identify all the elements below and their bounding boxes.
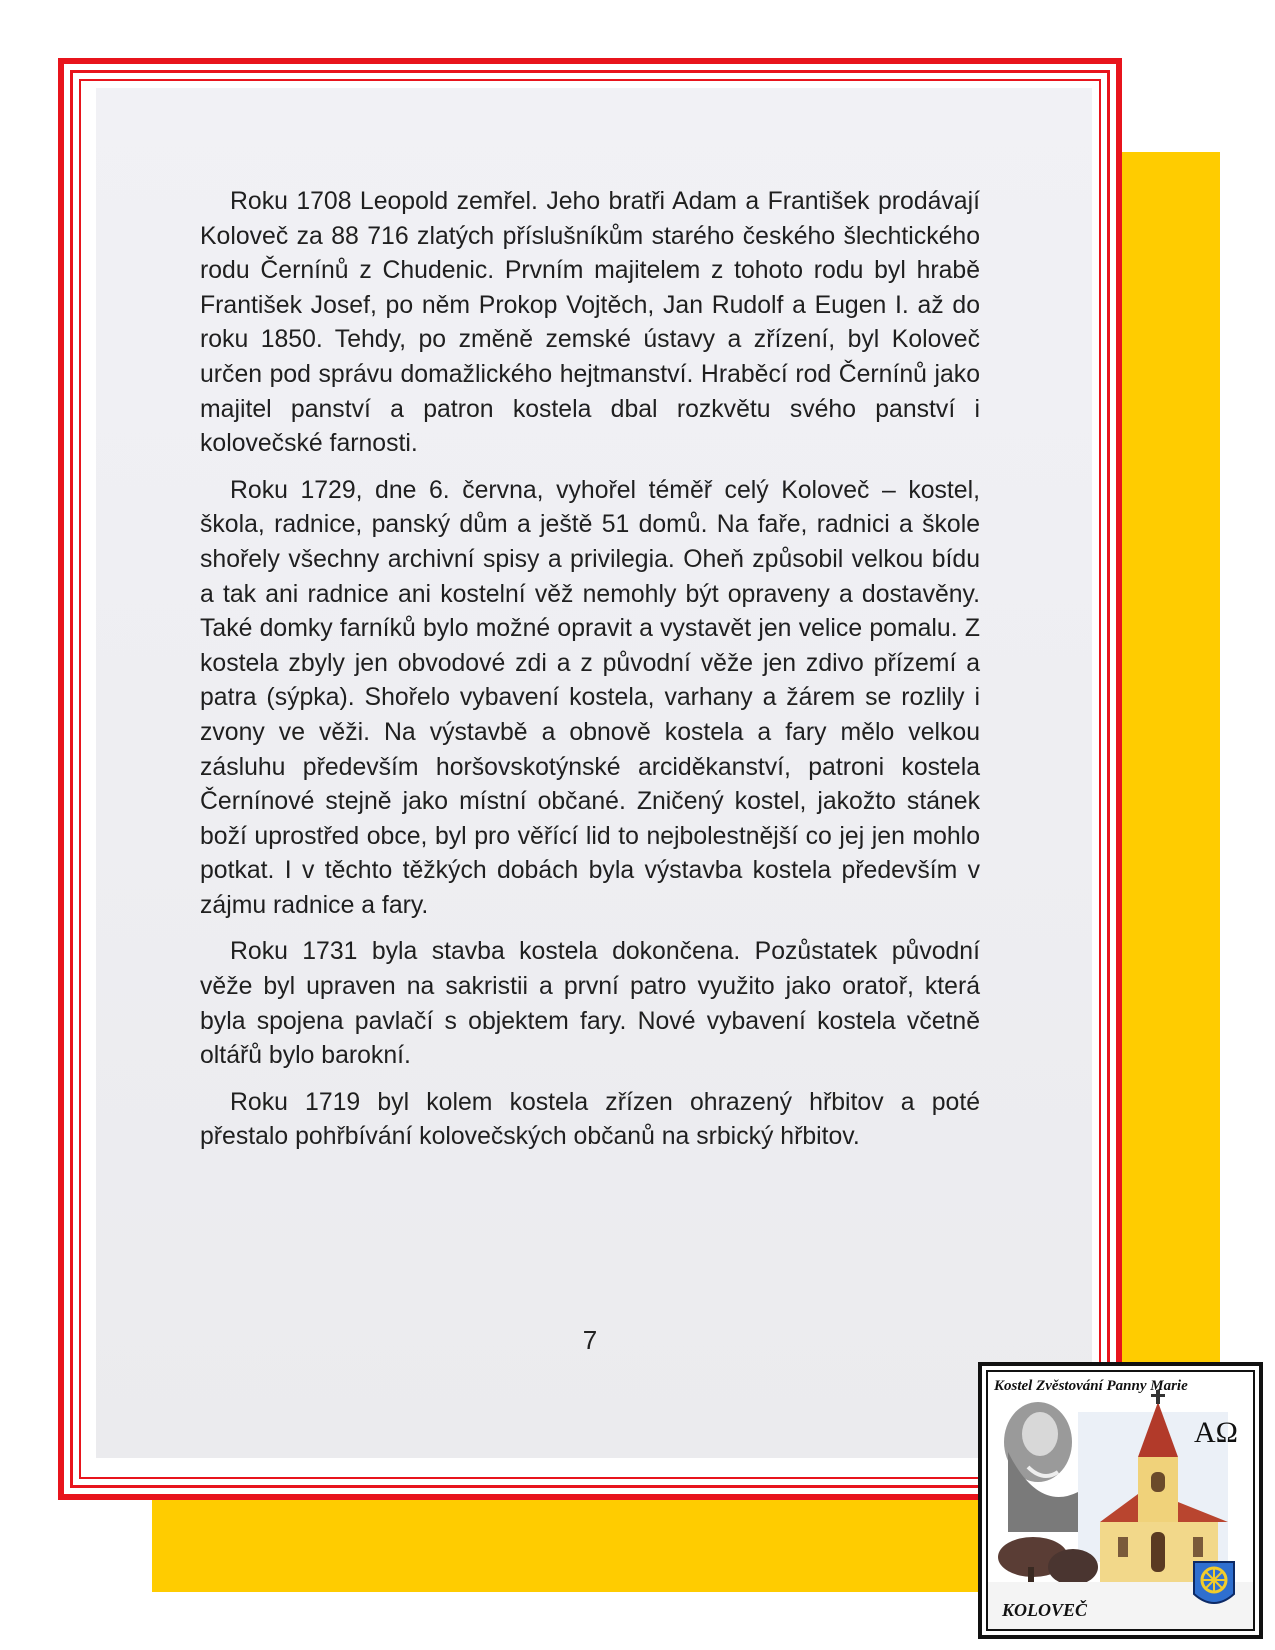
logo-title: Kostel Zvěstování Panny Marie <box>994 1378 1188 1394</box>
paragraph-4: Roku 1719 byl kolem kostela zřízen ohrazený hřbitov a poté přestalo pohřbívání kolovečských občanů na srbický hřbitov. <box>200 1088 980 1151</box>
madonna-icon <box>1004 1402 1078 1532</box>
coat-of-arms-icon <box>1194 1562 1234 1603</box>
church-logo <box>978 1362 1263 1639</box>
page-text <box>200 185 980 1167</box>
paragraph-1: Roku 1708 Leopold zemřel. Jeho bratři Adam a František prodávají Koloveč za 88 716 zlatých příslušníkům starého českého šlechtického rodu Černínů z Chudenic. Prvním majitelem z tohoto rodu byl hrabě František Josef, po něm Prokop Vojtěch, Jan Rudolf a Eugen I. až do roku 1850. Tehdy, po změně zemské ústavy a zřízení, byl Koloveč určen pod správu domažlického hejtmanství. Hraběcí rod Černínů jako majitel panství a patron kostela dbal rozkvětu svého panství i kolovečské farnosti. <box>200 188 980 458</box>
church-illustration <box>988 1372 1255 1631</box>
paragraph-3: Roku 1731 byla stavba kostela dokončena. Pozůstatek původní věže byl upraven na sakristii a první patro využito jako oratoř, která byla spojena pavlačí s objektem fary. Nové vybavení kostela včetně oltářů bylo barokní. <box>200 938 980 1070</box>
paragraph-2: Roku 1729, dne 6. června, vyhořel téměř celý Koloveč – kostel, škola, radnice, panský dům a ještě 51 domů. Na faře, radnici a škole shořely všechny archivní spisy a privilegia. Oheň způsobil velkou bídu a tak ani radnice ani kostelní věž nemohly být opraveny a dostavěny. Také domky farníků bylo možné opravit a vystavět jen velice pomalu. Z kostela zbyly jen obvodové zdi a z původní věže jen zdivo přízemí a patra (sýpka). Shořelo vybavení kostela, varhany a žárem se rozlily i zvony ve věži. Na výstavbě a obnově kostela a fary mělo velkou zásluhu především horšovskotýnské arciděkanství, patroni kostela Černínové stejně jako místní občané. Zničený kostel, jakožto stánek boží uprostřed obce, byl pro věřící lid to nejbolestnější co jej jen mohlo potkat. I v těchto těžkých dobách byla výstavba kostela především v zájmu radnice a fary. <box>200 476 980 919</box>
logo-town-name: KOLOVEČ <box>1002 1600 1088 1620</box>
page-number: 7 <box>582 1325 598 1355</box>
alpha-omega-symbol: AΩ <box>1194 1416 1238 1449</box>
